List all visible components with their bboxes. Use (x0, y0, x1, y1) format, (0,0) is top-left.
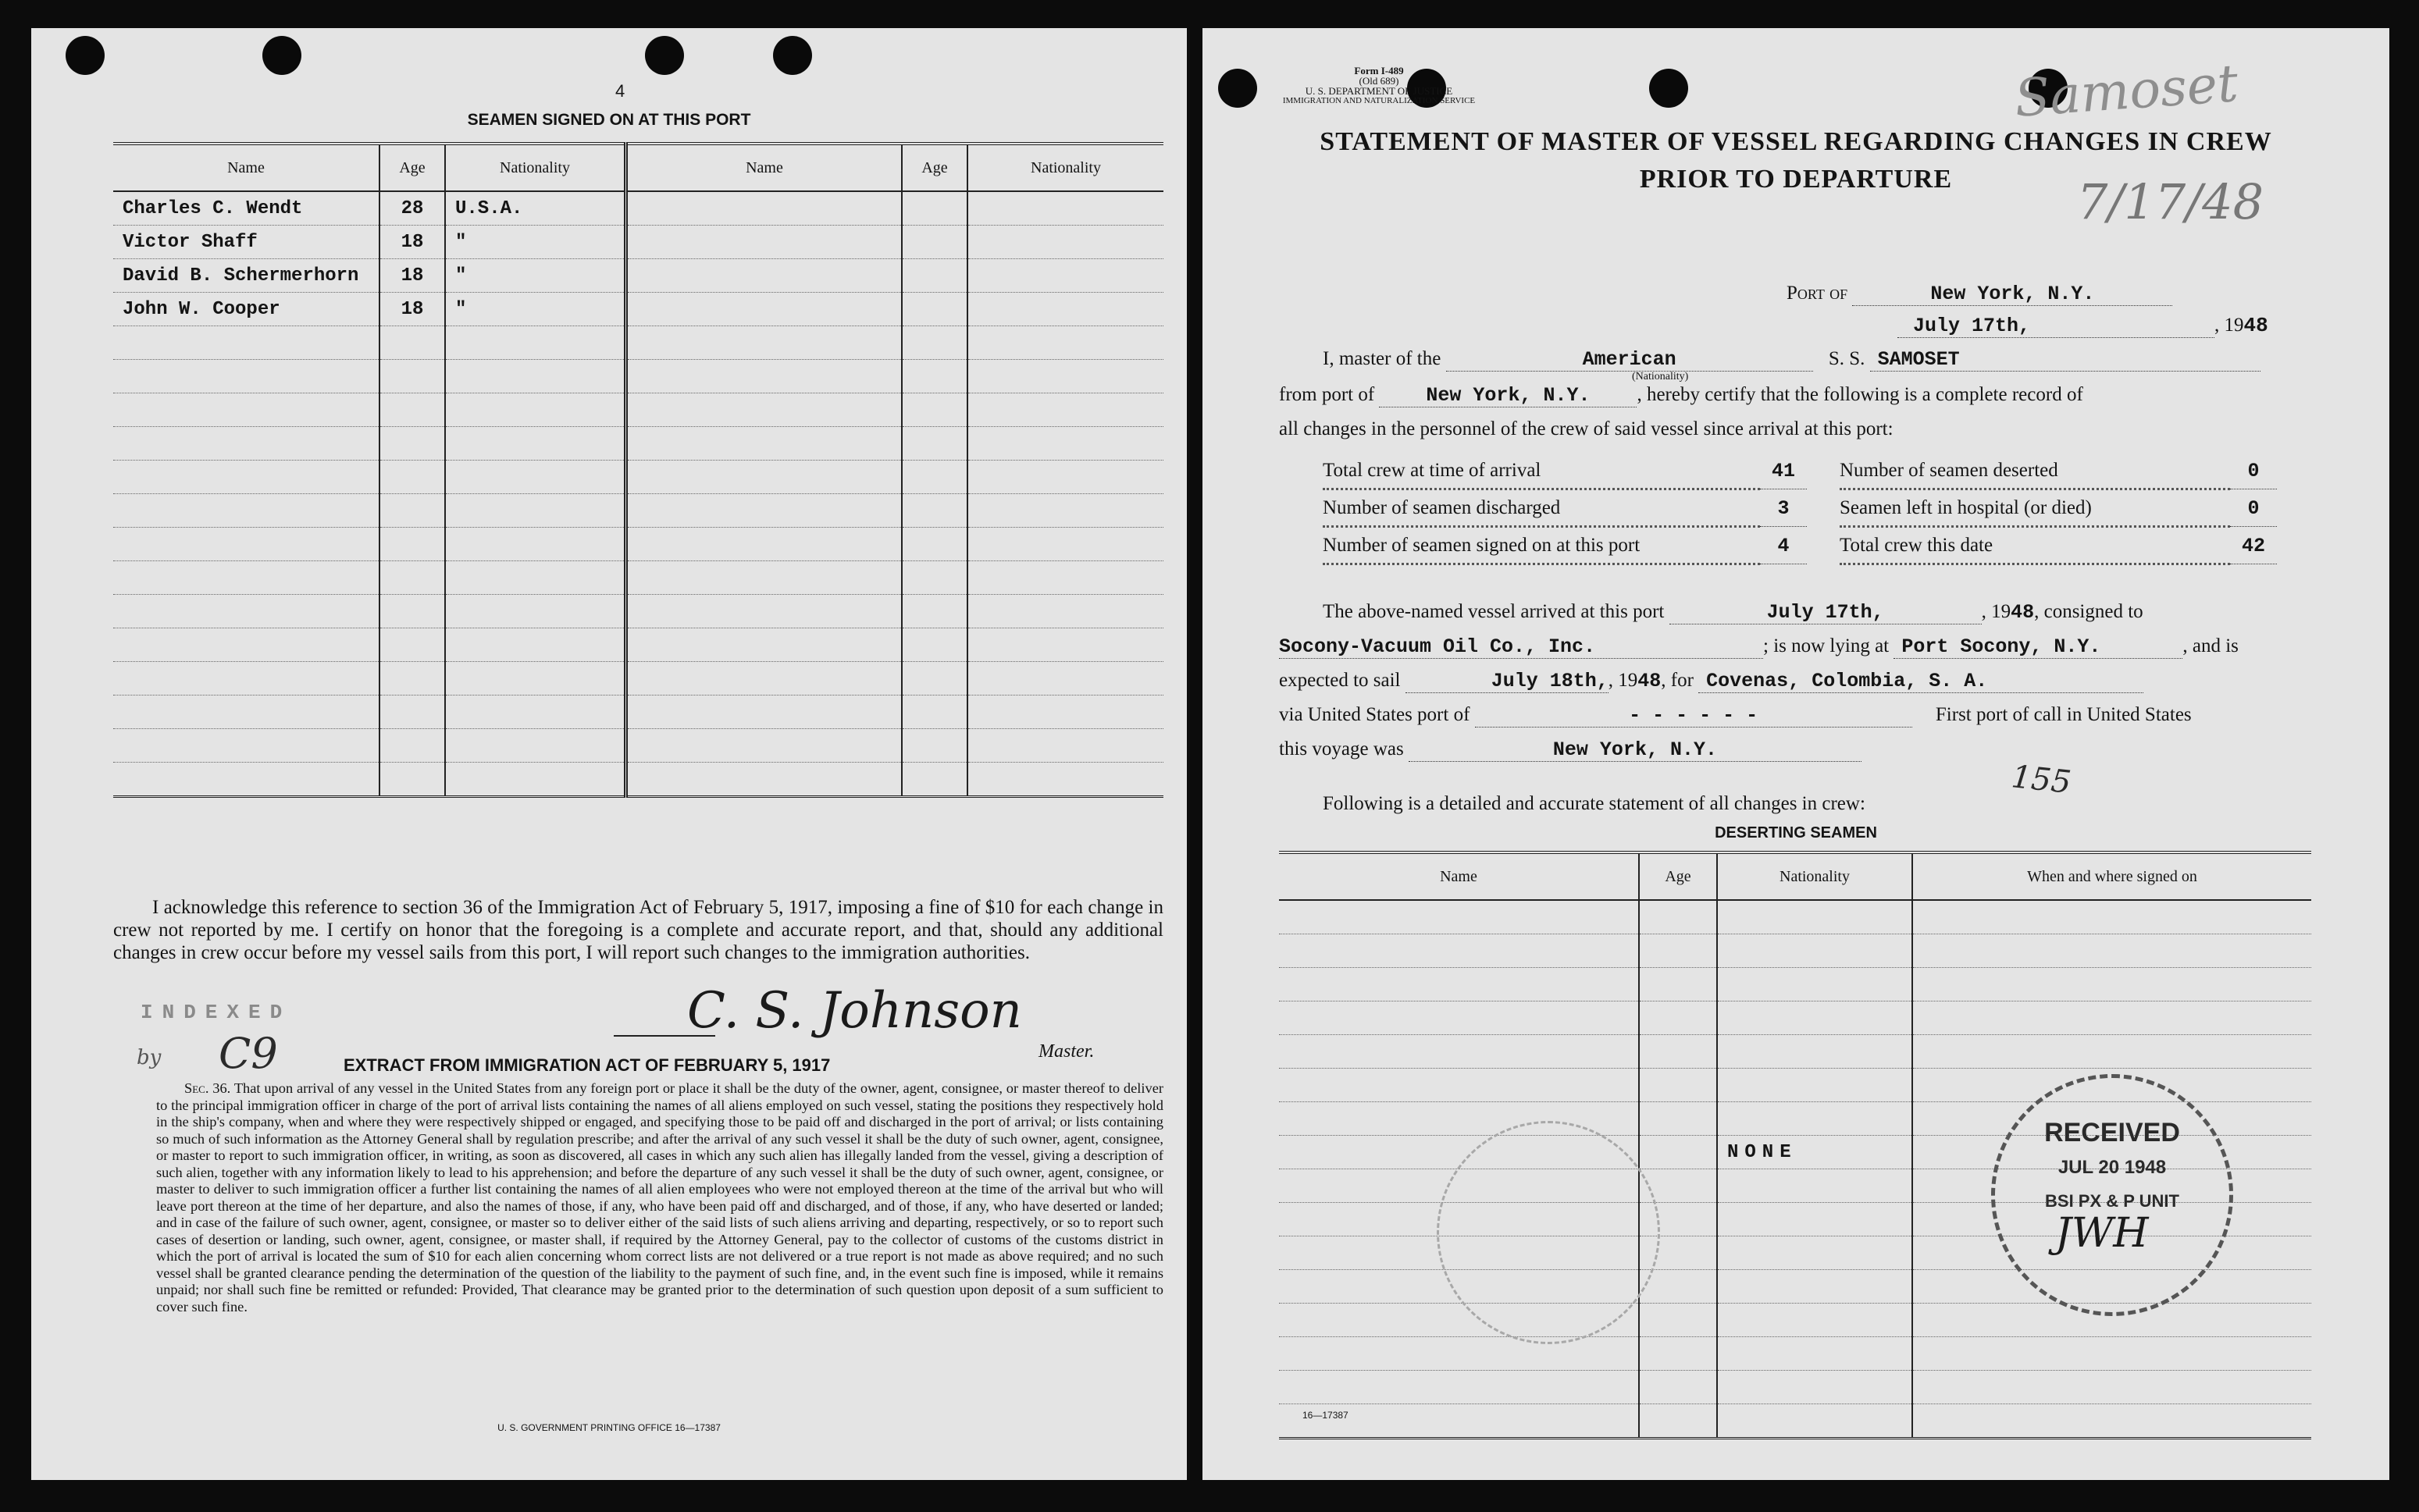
punch-hole (1218, 69, 1257, 108)
handwritten-date: 7/17/48 (2077, 173, 2264, 230)
year-prefix: , 19 (2214, 315, 2244, 336)
col-nationality: Nationality (445, 144, 626, 191)
count-value: 41 (1760, 454, 1807, 489)
extract-body (156, 1080, 1163, 1315)
deserting-entry: NONE (1717, 1136, 1912, 1169)
and-is-label: , and is (2182, 635, 2239, 656)
nationality-caption: (Nationality) (1632, 371, 1689, 382)
punch-hole (645, 36, 684, 75)
form-header (1277, 66, 1480, 106)
col-age: Age (1639, 852, 1717, 900)
seaman-name: David B. Schermerhorn (113, 259, 379, 293)
page-number: 4 (615, 81, 625, 101)
punch-hole (66, 36, 105, 75)
voyage-value: New York, N.Y. (1409, 738, 1861, 762)
count-value: 4 (1760, 528, 1807, 564)
count-value: 42 (2230, 528, 2277, 564)
count-value: 0 (2230, 491, 2277, 527)
section-label: Sec. 36. (184, 1080, 231, 1096)
col-name: Name (1279, 852, 1639, 900)
master-of-label: I, master of the (1323, 348, 1441, 369)
destination-value: Covenas, Colombia, S. A. (1698, 670, 2143, 693)
printer-footer: U. S. GOVERNMENT PRINTING OFFICE 16—17387 (497, 1422, 721, 1433)
received-initials: JWH (2055, 1210, 2149, 1257)
service: IMMIGRATION AND NATURALIZATION SERVICE (1282, 96, 1476, 105)
seaman-age: 18 (379, 293, 445, 326)
col-when-where: When and where signed on (1912, 852, 2311, 900)
form-title-line1: STATEMENT OF MASTER OF VESSEL REGARDING CHANGES IN CREW (1320, 127, 2272, 156)
count-value: 0 (2230, 454, 2277, 489)
arrived-label: The above-named vessel arrived at this port (1323, 601, 1665, 622)
master-line (1323, 348, 2260, 372)
right-footer-number: 16—17387 (1302, 1410, 1348, 1421)
received-stamp-unit: BSI PX & P UNIT (2045, 1191, 2179, 1211)
ship-name-value: SAMOSET (1870, 348, 2260, 372)
acknowledgment-text: I acknowledge this reference to section 36 of the Immigration Act of February 5, 1917, imposing a fine of $10 for each change in crew not reported by me. I certify on honor that the foregoing is a complete and accurate report, and that, should any additional changes in crew occur before my vessel sails from this port, I will report such changes to the immigration authorities. (113, 897, 1163, 963)
col-nationality: Nationality (967, 144, 1163, 191)
consignee-line (1279, 635, 2239, 659)
counts-right (1840, 453, 2277, 565)
seaman-nationality: " (445, 293, 626, 326)
counts-left (1323, 453, 1807, 565)
date-line (1897, 314, 2268, 338)
signature-line (614, 1035, 715, 1037)
seaman-nationality: " (445, 226, 626, 259)
form-number: Form I-489 (1354, 65, 1404, 76)
seaman-nationality: U.S.A. (445, 191, 626, 226)
year-value: 48 (2243, 314, 2268, 337)
handwritten-ship-name: Samoset (2012, 53, 2240, 129)
count-row: Number of seamen deserted 0 (1840, 453, 2277, 490)
seaman-name: Charles C. Wendt (113, 191, 379, 226)
first-port-label: First port of call in United States (1935, 704, 2192, 725)
master-signature: C. S. Johnson (687, 982, 1022, 1040)
consigned-label: , consigned to (2034, 601, 2143, 622)
nationality-value: American (1446, 348, 1813, 372)
col-age: Age (379, 144, 445, 191)
seaman-age: 28 (379, 191, 445, 226)
lying-label: ; is now lying at (1763, 635, 1890, 656)
seaman-name: John W. Cooper (113, 293, 379, 326)
arrived-year: 48 (2011, 601, 2035, 624)
certify-text: , hereby certify that the following is a complete record of (1637, 384, 2083, 405)
count-value: 3 (1760, 491, 1807, 527)
form-title-line2: PRIOR TO DEPARTURE (1639, 165, 1953, 194)
ss-label: S. S. (1828, 348, 1865, 369)
from-port-label: from port of (1279, 384, 1375, 405)
count-row: Number of seamen signed on at this port 4 (1323, 528, 1807, 565)
master-label: Master. (1038, 1041, 1095, 1062)
port-value: New York, N.Y. (1852, 283, 2172, 306)
col-name: Name (113, 144, 379, 191)
indexed-stamp: INDEXED (141, 1001, 292, 1024)
table-row (113, 226, 1163, 259)
via-line (1279, 704, 2192, 728)
indexed-by-initials: C9 (219, 1029, 278, 1078)
via-value: - - - - - - (1475, 704, 1912, 728)
sail-date: July 18th, (1405, 670, 1609, 693)
right-page (1202, 28, 2389, 1480)
signed-on-table (113, 142, 1163, 798)
voyage-line (1279, 738, 1861, 762)
count-row: Seamen left in hospital (or died) 0 (1840, 490, 2277, 528)
table-row (113, 259, 1163, 293)
date-value: July 17th, (1897, 315, 2214, 338)
consignee-value: Socony-Vacuum Oil Co., Inc. (1279, 635, 1763, 659)
from-port-value: New York, N.Y. (1379, 384, 1637, 407)
left-page (31, 28, 1187, 1480)
seaman-name: Victor Shaff (113, 226, 379, 259)
via-label: via United States port of (1279, 704, 1470, 725)
extract-text: That upon arrival of any vessel in the United States from any foreign port or place it shall be the duty of the owner, agent, consignee, or master thereof to deliver to the principal immigration officer in charge of the port of arrival lists containing the names of all aliens employed on such vessel, stating the positions they respectively hold in the ship's company, when and where they were respectively shipped or engaged, and specifying those to be paid off and discharged in the port of arrival; or lists containing so much of such information as the Attorney General shall by regulation prescribe; and after the arrival of any such vessel it shall be the duty of such owner, agent, consignee, or master to report to such immigration officer, in writing, as soon as discovered, all cases in which any such alien has illegally landed from the vessel, giving a description of such alien, together with any information likely to lead to his apprehension; and before the departure of any such vessel it shall be the duty of such owner, agent, consignee, or master to deliver to such immigration officer a further list containing the names of all alien employees who were not employed thereon at the time of the arrival but who will leave port thereon at the time of her departure, and also the names of those, if any, who have been paid off and discharged, and of those, if any, who have deserted or landed; and in case of the failure of such owner, agent, consignee, or master so to deliver either of the said lists of such aliens arriving and departing, respectively, or so to report such cases of desertion or landing, such owner, agent, consignee, or master shall, if required by the Attorney General, pay to the collector of customs of the customs district in which the port of arrival is located the sum of $10 for each alien concerning whom correct lists are not delivered or a true report is not made as above required; and no such vessel shall be granted clearance pending the determination of the question of the liability to the payment of such fine, and, in the event such fine is imposed, while it remains unpaid; nor shall such fine be remitted or refunded: Provided, That clearance may be granted prior to the determination of such question upon deposit of a sum sufficient to cover such fine. (156, 1080, 1163, 1315)
count-row: Total crew at time of arrival 41 (1323, 453, 1807, 490)
punch-hole (262, 36, 301, 75)
extract-title: EXTRACT FROM IMMIGRATION ACT OF FEBRUARY 5, 1917 (344, 1055, 831, 1075)
form-title (1202, 123, 2389, 198)
punch-hole (773, 36, 812, 75)
punch-hole (1649, 69, 1688, 108)
indexed-by-label: by (137, 1046, 162, 1069)
table-row (113, 191, 1163, 226)
seaman-age: 18 (379, 259, 445, 293)
received-stamp-date: JUL 20 1948 (2057, 1157, 2167, 1178)
received-stamp-label: RECEIVED (2044, 1118, 2180, 1147)
table-row (113, 293, 1163, 326)
arrived-line: The above-named vessel arrived at this port July 17th, , 1948, consigned to (1323, 601, 2143, 624)
sail-year: 48 (1637, 670, 1662, 692)
handwritten-number: 155 (2009, 759, 2073, 801)
following-text: Following is a detailed and accurate statement of all changes in crew: (1323, 793, 1865, 814)
arrived-date: July 17th, (1669, 601, 1982, 624)
deserting-heading: DESERTING SEAMEN (1715, 824, 1877, 841)
col-nationality: Nationality (1717, 852, 1912, 900)
seaman-age: 18 (379, 226, 445, 259)
department: U. S. DEPARTMENT OF JUSTICE (1305, 85, 1453, 97)
port-line (1787, 283, 2172, 306)
sail-line: expected to sail July 18th,, 1948, for Covenas, Colombia, S. A. (1279, 670, 2143, 693)
faint-stamp (1437, 1121, 1660, 1344)
count-row: Number of seamen discharged 3 (1323, 490, 1807, 528)
seamen-signed-heading: SEAMEN SIGNED ON AT THIS PORT (467, 111, 751, 129)
voyage-label: this voyage was (1279, 738, 1404, 760)
count-row: Total crew this date 42 (1840, 528, 2277, 565)
from-port-line (1279, 384, 2083, 407)
for-label: , for (1661, 670, 1694, 691)
port-label: Port of (1787, 283, 1848, 304)
lying-at-value: Port Socony, N.Y. (1894, 635, 2182, 659)
col-name: Name (626, 144, 903, 191)
col-age: Age (902, 144, 967, 191)
seaman-nationality: " (445, 259, 626, 293)
old-form-number: (Old 689) (1359, 75, 1399, 87)
certify-text-line2: all changes in the personnel of the crew of said vessel since arrival at this port: (1279, 418, 1894, 439)
expected-label: expected to sail (1279, 670, 1401, 691)
